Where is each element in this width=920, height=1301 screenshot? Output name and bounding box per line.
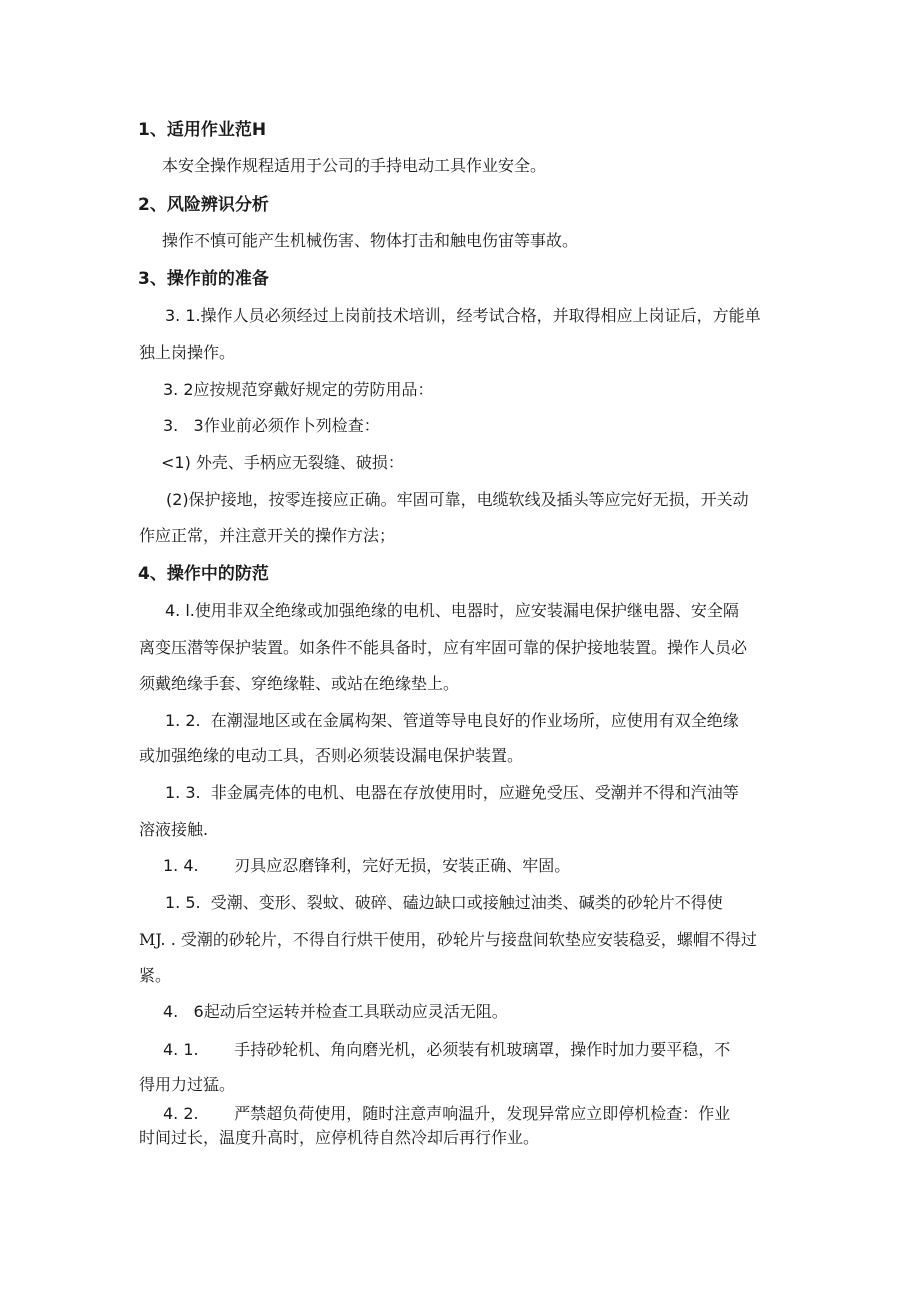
check-item-2-continued: 作应正常，并注意开关的操作方法； [139, 526, 396, 545]
clause-number: 1. 2. [165, 711, 201, 730]
clause-3-2 [163, 379, 434, 401]
clause-4-1b [163, 1039, 730, 1061]
clause-number: 4. 1. [163, 1040, 199, 1059]
clause-4-2 [163, 1103, 730, 1125]
section-heading-3: 3、操作前的准备 [138, 269, 269, 289]
clause-4-6 [163, 1001, 508, 1023]
clause-4-1b-continued: 得用力过猛。 [139, 1075, 236, 1094]
clause-number: 1. 4. [163, 856, 199, 875]
clause-1-4 [163, 855, 570, 877]
clause-line: 受潮、变形、裂蚊、破碎、磕边缺口或接触过油类、碱类的砂轮片不得使 [200, 893, 723, 912]
clause-1-2-continued: 或加强绝缘的电动工具，否则必须装设漏电保护装置。 [139, 746, 524, 765]
clause-4-1 [165, 600, 739, 622]
item-line: 保护接地，按零连接应正确。牢固可靠，电缆软线及插头等应完好无损，开关动 [188, 490, 749, 509]
clause-line: 操作人员必须经过上岗前技术培训，经考试合格，并取得相应上岗证后，方能单 [200, 306, 761, 325]
clause-number: 1. 5. [165, 893, 201, 912]
clause-1-5 [165, 892, 723, 914]
item-number: <1) [161, 453, 191, 472]
clause-3-1-continued: 独上岗操作。 [139, 343, 236, 362]
clause-line: 使用非双全绝缘或加强绝缘的电机、电器时，应安装漏电保护继电器、安全隔 [194, 601, 739, 620]
section-heading-4: 4、操作中的防范 [138, 564, 269, 584]
clause-number: 3. 1. [165, 306, 201, 325]
clause-3-3 [163, 415, 380, 437]
section-heading-2: 2、风险辨识分析 [138, 195, 269, 215]
clause-line: 严禁超负荷使用，随时注意声响温升，发现异常应立即停机检查：作业 [198, 1104, 731, 1123]
clause-number: 4. 2. [163, 1104, 199, 1123]
clause-1-3-continued: 溶液接触. [139, 820, 209, 839]
clause-1-5-continued: MJ. . 受潮的砂轮片，不得自行烘干使用，砂轮片与接盘间软垫应安装稳妥，螺帽不得过 [139, 930, 757, 949]
clause-number: 4. l. [165, 601, 195, 620]
clause-number: 3. 3 [163, 416, 204, 435]
clause-line: 在潮湿地区或在金属构架、管道等导电良好的作业场所，应使用有双全绝缘 [200, 711, 739, 730]
clause-4-1-continued: 离变压潜等保护装置。如条件不能具备时，应有牢固可靠的保护接地装置。操作人员必 [139, 638, 748, 657]
clause-1-3 [165, 782, 739, 804]
clause-line: 手持砂轮机、角向磨光机，必须装有机玻璃罩，操作时加力要平稳，不 [198, 1040, 731, 1059]
clause-number: 1. 3. [165, 783, 201, 802]
section-1-paragraph: 本安全操作规程适用于公司的手持电动工具作业安全。 [162, 156, 547, 175]
item-number: (2) [166, 490, 189, 509]
clause-number: 3. 2 [163, 380, 194, 399]
item-line: 外壳、手柄应无裂缝、破损： [190, 453, 404, 472]
clause-line: 应按规范穿戴好规定的劳防用品： [193, 380, 434, 399]
clause-line: 刃具应忍磨锋利，完好无损，安装正确、牢固。 [198, 856, 571, 875]
clause-line: 作业前必须作卜列检查： [203, 416, 380, 435]
clause-line: 起动后空运转并检查工具联动应灵活无阻。 [203, 1002, 508, 1021]
clause-line: 非金属壳体的电机、电器在存放使用时，应避免受压、受潮并不得和汽油等 [200, 783, 739, 802]
check-item-1 [161, 452, 404, 474]
section-heading-1: 1、适用作业范H [138, 120, 267, 140]
clause-3-1 [165, 305, 761, 327]
clause-1-5-continued: 紧。 [139, 966, 172, 985]
check-item-2 [166, 489, 749, 511]
clause-1-2 [165, 710, 739, 732]
section-2-paragraph: 操作不慎可能产生机械伤害、物体打击和触电伤宙等事故。 [162, 231, 579, 250]
clause-4-2-continued: 时间过长，温度升高时，应停机待自然冷却后再行作业。 [139, 1128, 540, 1147]
clause-4-1-continued: 须戴绝缘手套、穿绝缘鞋、或站在绝缘垫上。 [139, 674, 460, 693]
clause-number: 4. 6 [163, 1002, 204, 1021]
